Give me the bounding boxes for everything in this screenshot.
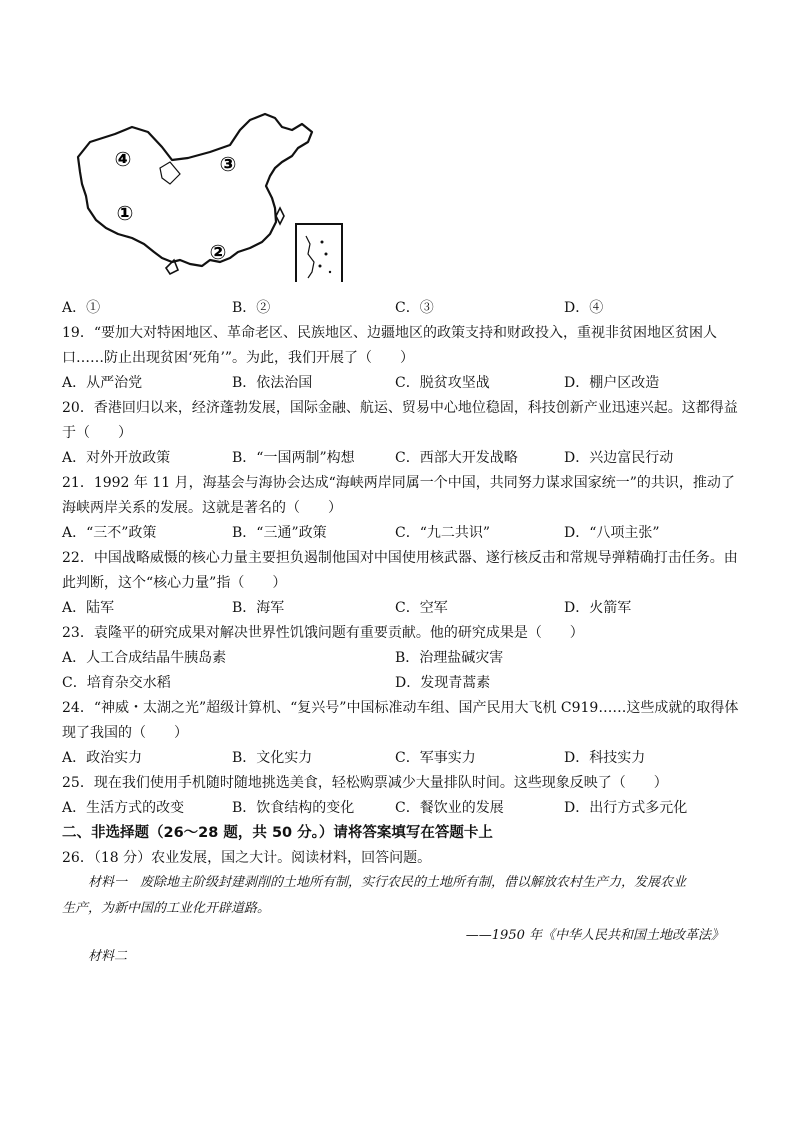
q22-option-c[interactable]: C．空军 bbox=[395, 600, 448, 616]
q21-option-a[interactable]: A．“三不”政策 bbox=[62, 525, 157, 541]
q20-option-d[interactable]: D．兴边富民行动 bbox=[564, 450, 674, 466]
map-marker-4: ④ bbox=[114, 147, 132, 171]
q20-stem-line1: 20．香港回归以来，经济蓬勃发展，国际金融、航运、贸易中心地位稳固，科技创新产业迅速兴起。这都得益 bbox=[62, 400, 738, 416]
q24-option-a[interactable]: A．政治实力 bbox=[62, 750, 143, 766]
q24-option-d[interactable]: D．科技实力 bbox=[564, 750, 646, 766]
q20-options bbox=[62, 446, 742, 471]
q19-option-a[interactable]: A．从严治党 bbox=[62, 375, 143, 391]
q23-stem-line1: 23．袁隆平的研究成果对解决世界性饥饿问题有重要贡献。他的研究成果是（ ） bbox=[62, 625, 584, 641]
q24-option-c[interactable]: C．军事实力 bbox=[395, 750, 476, 766]
q18-option-b[interactable]: B．② bbox=[232, 300, 271, 316]
q18-option-c[interactable]: C．③ bbox=[395, 300, 434, 316]
q18-option-a[interactable]: A．① bbox=[62, 300, 101, 316]
map-marker-3: ③ bbox=[219, 152, 237, 176]
section2-heading: 二、非选择题（26～28 题，共 50 分。）请将答案填写在答题卡上 bbox=[62, 825, 493, 841]
q24-stem-line2: 现了我国的（ ） bbox=[62, 725, 188, 741]
q22-stem-line1: 22．中国战略威慑的核心力量主要担负遏制他国对中国使用核武器、遂行核反击和常规导弹精确打击任务。由 bbox=[62, 550, 738, 566]
q26-intro: 26．（18 分）农业发展，国之大计。阅读材料，回答问题。 bbox=[62, 850, 432, 866]
q24-stem-line1: 24．“神威・太湖之光”超级计算机、“复兴号”中国标准动车组、国产民用大飞机 C919……这些成就的取得体 bbox=[62, 700, 739, 716]
q22-options bbox=[62, 596, 742, 621]
q19-stem-line2: 口……防止出现贫困‘死角’”。为此，我们开展了（ ） bbox=[62, 350, 415, 366]
map-marker-1: ① bbox=[116, 201, 134, 225]
q23-option-b[interactable]: B．治理盐碱灾害 bbox=[395, 650, 504, 666]
q25-option-a[interactable]: A．生活方式的改变 bbox=[62, 800, 185, 816]
q25-options bbox=[62, 796, 742, 821]
q18-option-d[interactable]: D．④ bbox=[564, 300, 604, 316]
q21-option-d[interactable]: D．“八项主张” bbox=[564, 525, 660, 541]
q23-option-a[interactable]: A．人工合成结晶牛胰岛素 bbox=[62, 650, 227, 666]
q19-stem-line1: 19．“要加大对特困地区、革命老区、民族地区、边疆地区的政策支持和财政投入，重视非贫困地区贫困人 bbox=[62, 325, 717, 341]
q25-stem-line1: 25．现在我们使用手机随时随地挑选美食，轻松购票减少大量排队时间。这些现象反映了（ ） bbox=[62, 775, 668, 791]
q19-options bbox=[62, 371, 742, 396]
q22-option-d[interactable]: D．火箭军 bbox=[564, 600, 632, 616]
q18-options bbox=[62, 296, 742, 321]
map-marker-2: ② bbox=[209, 240, 227, 264]
q25-option-b[interactable]: B．饮食结构的变化 bbox=[232, 800, 355, 816]
q20-option-a[interactable]: A．对外开放政策 bbox=[62, 450, 171, 466]
q20-option-c[interactable]: C．西部大开发战略 bbox=[395, 450, 518, 466]
q24-options bbox=[62, 746, 742, 771]
q22-stem-line2: 此判断，这个“核心力量”指（ ） bbox=[62, 575, 287, 591]
q21-option-c[interactable]: C．“九二共识” bbox=[395, 525, 491, 541]
q21-options bbox=[62, 521, 742, 546]
q20-stem-line2: 于（ ） bbox=[62, 425, 132, 441]
q19-option-c[interactable]: C．脱贫攻坚战 bbox=[395, 375, 490, 391]
q26-material1-line2: 生产，为新中国的工业化开辟道路。 bbox=[62, 901, 271, 916]
q23-options-row2 bbox=[62, 671, 742, 696]
q22-option-b[interactable]: B．海军 bbox=[232, 600, 285, 616]
q21-stem-line2: 海峡两岸关系的发展。这就是著名的（ ） bbox=[62, 500, 342, 516]
q23-option-c[interactable]: C．培育杂交水稻 bbox=[62, 675, 171, 691]
q19-option-d[interactable]: D．棚户区改造 bbox=[564, 375, 660, 391]
q22-option-a[interactable]: A．陆军 bbox=[62, 600, 115, 616]
q19-option-b[interactable]: B．依法治国 bbox=[232, 375, 313, 391]
q23-options-row1 bbox=[62, 646, 742, 671]
q20-option-b[interactable]: B．“一国两制”构想 bbox=[232, 450, 355, 466]
q23-option-d[interactable]: D．发现青蒿素 bbox=[395, 675, 491, 691]
q21-stem-line1: 21．1992 年 11 月，海基会与海协会达成“海峡两岸同属一个中国，共同努力谋求国家统一”的共识，推动了 bbox=[62, 475, 735, 491]
q24-option-b[interactable]: B．文化实力 bbox=[232, 750, 313, 766]
q26-material1-line1: 材料一 废除地主阶级封建剥削的土地所有制，实行农民的土地所有制，借以解放农村生产力，发展农业 bbox=[88, 875, 687, 890]
china-outline-map bbox=[70, 112, 350, 282]
q25-option-d[interactable]: D．出行方式多元化 bbox=[564, 800, 688, 816]
q26-material1-source: ——1950 年《中华人民共和国土地改革法》 bbox=[465, 928, 724, 943]
q26-material2-label: 材料二 bbox=[88, 949, 128, 964]
q21-option-b[interactable]: B．“三通”政策 bbox=[232, 525, 327, 541]
q25-option-c[interactable]: C．餐饮业的发展 bbox=[395, 800, 504, 816]
